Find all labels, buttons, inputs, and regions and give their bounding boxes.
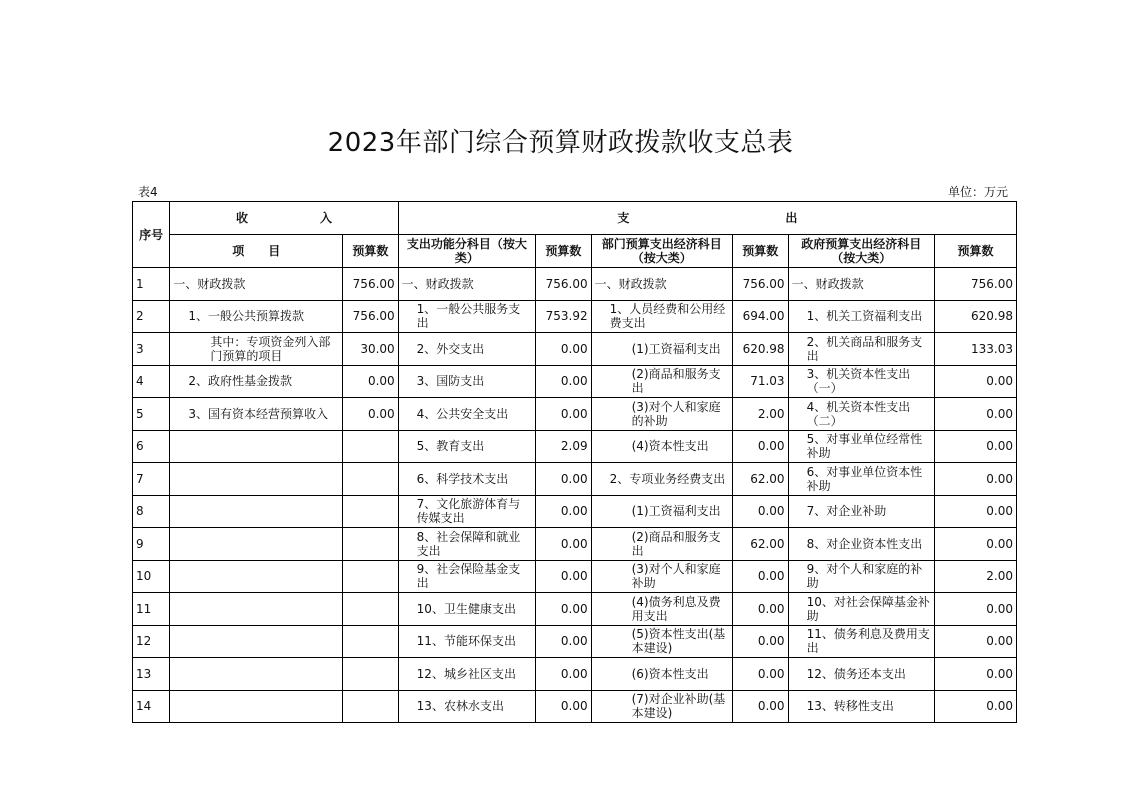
row-dept-amount: 0.00	[733, 495, 789, 528]
row-seq: 13	[133, 658, 170, 691]
row-dept-amount: 0.00	[733, 658, 789, 691]
header-gov-econ: 政府预算支出经济科目（按大类）	[788, 235, 934, 268]
header-item: 项 目	[170, 235, 343, 268]
row-dept: (3)对个人和家庭补助	[591, 560, 732, 593]
row-func-amount: 0.00	[536, 560, 592, 593]
row-dept: (3)对个人和家庭的补助	[591, 398, 732, 431]
row-gov-amount: 0.00	[935, 398, 1017, 431]
header-row-1	[133, 202, 1017, 235]
row-seq: 9	[133, 528, 170, 561]
row-gov-amount: 0.00	[935, 365, 1017, 398]
table-row	[133, 398, 1017, 431]
page-title: 2023年部门综合预算财政拨款收支总表	[327, 128, 794, 158]
row-gov: 1、机关工资福利支出	[788, 300, 934, 333]
row-item-amount	[343, 463, 399, 496]
row-gov: 6、对事业单位资本性补助	[788, 463, 934, 496]
row-dept: (4)资本性支出	[591, 430, 732, 463]
row-item	[170, 430, 343, 463]
row-seq: 10	[133, 560, 170, 593]
row-item-amount	[343, 593, 399, 626]
table-row	[133, 658, 1017, 691]
row-item	[170, 625, 343, 658]
row-dept: 1、人员经费和公用经费支出	[591, 300, 732, 333]
row-item-amount: 756.00	[343, 268, 399, 301]
row-item: 一、财政拨款	[170, 268, 343, 301]
row-seq: 7	[133, 463, 170, 496]
row-dept-amount: 71.03	[733, 365, 789, 398]
row-func-amount: 0.00	[536, 690, 592, 723]
row-item	[170, 690, 343, 723]
row-item-amount: 0.00	[343, 365, 399, 398]
header-dept-econ: 部门预算支出经济科目（按大类）	[591, 235, 732, 268]
table-number: 表4	[138, 185, 158, 199]
row-gov-amount: 0.00	[935, 495, 1017, 528]
row-item: 1、一般公共预算拨款	[170, 300, 343, 333]
row-dept-amount: 0.00	[733, 560, 789, 593]
row-func: 3、国防支出	[398, 365, 535, 398]
header-income: 收 入	[170, 202, 398, 235]
row-func-amount: 753.92	[536, 300, 592, 333]
row-gov: 2、机关商品和服务支出	[788, 333, 934, 366]
row-func: 9、社会保险基金支出	[398, 560, 535, 593]
row-gov: 4、机关资本性支出（二）	[788, 398, 934, 431]
row-dept-amount: 62.00	[733, 463, 789, 496]
row-func: 7、文化旅游体育与传媒支出	[398, 495, 535, 528]
row-gov-amount: 0.00	[935, 625, 1017, 658]
row-item-amount	[343, 560, 399, 593]
row-item	[170, 560, 343, 593]
row-seq: 5	[133, 398, 170, 431]
row-item	[170, 658, 343, 691]
header-func: 支出功能分科目（按大类）	[398, 235, 535, 268]
row-gov-amount: 0.00	[935, 658, 1017, 691]
row-item-amount	[343, 528, 399, 561]
row-func: 13、农林水支出	[398, 690, 535, 723]
row-gov-amount: 133.03	[935, 333, 1017, 366]
row-func: 一、财政拨款	[398, 268, 535, 301]
row-item: 2、政府性基金拨款	[170, 365, 343, 398]
header-seq: 序号	[133, 202, 170, 268]
row-gov: 11、债务利息及费用支出	[788, 625, 934, 658]
row-item-amount	[343, 690, 399, 723]
row-func: 4、公共安全支出	[398, 398, 535, 431]
row-seq: 2	[133, 300, 170, 333]
row-gov-amount: 620.98	[935, 300, 1017, 333]
row-seq: 12	[133, 625, 170, 658]
row-dept: 2、专项业务经费支出	[591, 463, 732, 496]
row-seq: 14	[133, 690, 170, 723]
table-row	[133, 333, 1017, 366]
row-item-amount	[343, 430, 399, 463]
row-item	[170, 495, 343, 528]
row-dept-amount: 694.00	[733, 300, 789, 333]
row-gov-amount: 0.00	[935, 463, 1017, 496]
row-item-amount: 0.00	[343, 398, 399, 431]
row-func-amount: 0.00	[536, 365, 592, 398]
row-gov-amount: 0.00	[935, 690, 1017, 723]
row-func: 10、卫生健康支出	[398, 593, 535, 626]
row-dept-amount: 0.00	[733, 690, 789, 723]
row-gov-amount: 0.00	[935, 528, 1017, 561]
row-dept-amount: 620.98	[733, 333, 789, 366]
table-row	[133, 495, 1017, 528]
unit-label: 单位：万元	[947, 185, 1008, 199]
row-dept: (2)商品和服务支出	[591, 365, 732, 398]
header-gov-budget: 预算数	[935, 235, 1017, 268]
row-item	[170, 593, 343, 626]
row-dept: (1)工资福利支出	[591, 333, 732, 366]
row-seq: 8	[133, 495, 170, 528]
table-row	[133, 625, 1017, 658]
row-item: 3、国有资本经营预算收入	[170, 398, 343, 431]
row-gov: 一、财政拨款	[788, 268, 934, 301]
row-item	[170, 463, 343, 496]
row-dept: (4)债务利息及费用支出	[591, 593, 732, 626]
row-func-amount: 0.00	[536, 333, 592, 366]
row-dept-amount: 756.00	[733, 268, 789, 301]
row-gov: 3、机关资本性支出（一）	[788, 365, 934, 398]
table-row	[133, 528, 1017, 561]
table-row	[133, 560, 1017, 593]
row-gov-amount: 756.00	[935, 268, 1017, 301]
row-item-amount	[343, 658, 399, 691]
row-dept-amount: 62.00	[733, 528, 789, 561]
row-func-amount: 0.00	[536, 658, 592, 691]
table-row	[133, 463, 1017, 496]
table-row	[133, 690, 1017, 723]
row-dept: (6)资本性支出	[591, 658, 732, 691]
row-gov-amount: 0.00	[935, 430, 1017, 463]
row-func-amount: 756.00	[536, 268, 592, 301]
row-item-amount	[343, 495, 399, 528]
row-gov: 7、对企业补助	[788, 495, 934, 528]
row-item	[170, 528, 343, 561]
header-item-budget: 预算数	[343, 235, 399, 268]
row-seq: 1	[133, 268, 170, 301]
row-func-amount: 2.09	[536, 430, 592, 463]
row-func-amount: 0.00	[536, 528, 592, 561]
table-row	[133, 268, 1017, 301]
row-dept-amount: 0.00	[733, 430, 789, 463]
budget-table	[132, 201, 1017, 723]
table-row	[133, 593, 1017, 626]
row-dept-amount: 0.00	[733, 625, 789, 658]
row-gov: 8、对企业资本性支出	[788, 528, 934, 561]
row-item-amount: 756.00	[343, 300, 399, 333]
row-gov: 12、债务还本支出	[788, 658, 934, 691]
row-func-amount: 0.00	[536, 398, 592, 431]
row-gov: 5、对事业单位经常性补助	[788, 430, 934, 463]
row-dept: (5)资本性支出(基本建设)	[591, 625, 732, 658]
row-seq: 11	[133, 593, 170, 626]
header-row-2	[133, 235, 1017, 268]
row-seq: 4	[133, 365, 170, 398]
header-func-budget: 预算数	[536, 235, 592, 268]
table-row	[133, 365, 1017, 398]
header-expense: 支 出	[398, 202, 1016, 235]
row-item-amount	[343, 625, 399, 658]
row-dept: (7)对企业补助(基本建设)	[591, 690, 732, 723]
header-dept-budget: 预算数	[733, 235, 789, 268]
row-gov-amount: 2.00	[935, 560, 1017, 593]
row-dept-amount: 2.00	[733, 398, 789, 431]
row-dept: (1)工资福利支出	[591, 495, 732, 528]
row-dept: 一、财政拨款	[591, 268, 732, 301]
row-func: 2、外交支出	[398, 333, 535, 366]
table-row	[133, 300, 1017, 333]
row-func-amount: 0.00	[536, 625, 592, 658]
row-func: 1、一般公共服务支出	[398, 300, 535, 333]
row-func: 6、科学技术支出	[398, 463, 535, 496]
row-func: 5、教育支出	[398, 430, 535, 463]
row-dept-amount: 0.00	[733, 593, 789, 626]
row-seq: 3	[133, 333, 170, 366]
row-seq: 6	[133, 430, 170, 463]
row-gov: 13、转移性支出	[788, 690, 934, 723]
row-func-amount: 0.00	[536, 463, 592, 496]
row-item: 其中：专项资金列入部门预算的项目	[170, 333, 343, 366]
row-gov-amount: 0.00	[935, 593, 1017, 626]
row-func: 12、城乡社区支出	[398, 658, 535, 691]
row-gov: 9、对个人和家庭的补助	[788, 560, 934, 593]
row-dept: (2)商品和服务支出	[591, 528, 732, 561]
row-gov: 10、对社会保障基金补助	[788, 593, 934, 626]
row-item-amount: 30.00	[343, 333, 399, 366]
table-row	[133, 430, 1017, 463]
row-func: 11、节能环保支出	[398, 625, 535, 658]
row-func-amount: 0.00	[536, 593, 592, 626]
row-func: 8、社会保障和就业支出	[398, 528, 535, 561]
row-func-amount: 0.00	[536, 495, 592, 528]
